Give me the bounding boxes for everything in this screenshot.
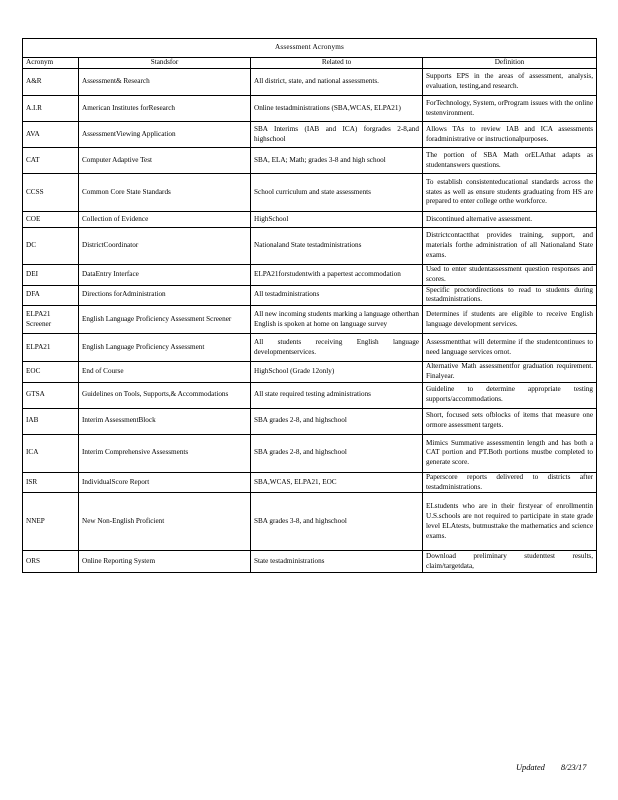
header-definition: Definition (423, 58, 597, 69)
definition-cell: Used to enter studentassessment question responses and scores. (423, 265, 597, 286)
footer (516, 763, 586, 772)
definition-cell: Determines if students are eligible to receive English language development services. (423, 306, 597, 334)
definition-cell: Paperscore reports delivered to districts after testadministrations. (423, 472, 597, 493)
definition-cell: ELstudents who are in their firstyear of enrollmentin U.S.schools are not required to participate in state grade level ELAtests, butmusttake the mathematics and science exams. (423, 493, 597, 551)
acronyms-table (22, 38, 597, 573)
acronym-cell: ELPA21 (23, 334, 79, 362)
related-to-cell: All students receiving English language developmentservices. (251, 334, 423, 362)
acronym-cell: CAT (23, 148, 79, 174)
header-related-to: Related to (251, 58, 423, 69)
table-row (23, 69, 597, 96)
table-row (23, 228, 597, 265)
related-to-cell: Online testadministrations (SBA,WCAS, ELPA21) (251, 96, 423, 122)
related-to-cell: SBA grades 2-8, and highschool (251, 408, 423, 434)
related-to-cell: All district, state, and national assessments. (251, 69, 423, 96)
definition-cell: Guideline to determine appropriate testing supports/accommodations. (423, 382, 597, 408)
related-to-cell: School curriculum and state assessments (251, 174, 423, 212)
table-row (23, 408, 597, 434)
related-to-cell: ELPA21forstudentwith a papertest accommodation (251, 265, 423, 286)
acronym-cell: CCSS (23, 174, 79, 212)
acronym-cell: DC (23, 228, 79, 265)
table-row (23, 362, 597, 383)
acronym-cell: COE (23, 212, 79, 228)
table-row (23, 174, 597, 212)
acronym-cell: A.I.R (23, 96, 79, 122)
related-to-cell: HighSchool (251, 212, 423, 228)
stands-for-cell: Interim Comprehensive Assessments (79, 434, 251, 472)
stands-for-cell: AssessmentViewing Application (79, 122, 251, 148)
related-to-cell: HighSchool (Grade 12only) (251, 362, 423, 383)
acronym-cell: ISR (23, 472, 79, 493)
stands-for-cell: DataEntry Interface (79, 265, 251, 286)
related-to-cell: SBA grades 2-8, and highschool (251, 434, 423, 472)
acronym-cell: EOC (23, 362, 79, 383)
definition-cell: Assessmentthat will determine if the studentcontinues to need language services ornot. (423, 334, 597, 362)
stands-for-cell: English Language Proficiency Assessment (79, 334, 251, 362)
table-row (23, 434, 597, 472)
definition-cell: To establish consistenteducational standards across the states as well as ensure students graduating from HS are prepared to enter college orthe workforce. (423, 174, 597, 212)
related-to-cell: Nationaland State testadministrations (251, 228, 423, 265)
table-row (23, 148, 597, 174)
stands-for-cell: Interim AssessmentBlock (79, 408, 251, 434)
stands-for-cell: Common Core State Standards (79, 174, 251, 212)
page-title: Assessment Acronyms (23, 39, 597, 58)
related-to-cell: SBA,WCAS, ELPA21, EOC (251, 472, 423, 493)
stands-for-cell: Directions forAdministration (79, 285, 251, 306)
table-row (23, 551, 597, 573)
stands-for-cell: End of Course (79, 362, 251, 383)
header-stands-for: Standsfor (79, 58, 251, 69)
related-to-cell: All state required testing administrations (251, 382, 423, 408)
related-to-cell: SBA grades 3-8, and highschool (251, 493, 423, 551)
stands-for-cell: Guidelines on Tools, Supports,& Accommodations (79, 382, 251, 408)
related-to-cell: State testadministrations (251, 551, 423, 573)
table-row (23, 306, 597, 334)
table-row (23, 472, 597, 493)
table-row (23, 382, 597, 408)
acronym-cell: ICA (23, 434, 79, 472)
definition-cell: Supports EPS in the areas of assessment, analysis, evaluation, testing,and research. (423, 69, 597, 96)
definition-cell: Mimics Summative assessmentin length and has both a CAT portion and PT.Both portions mustbe completed to generate score. (423, 434, 597, 472)
acronym-cell: A&R (23, 69, 79, 96)
definition-cell: Download preliminary studenttest results, claim/targetdata, (423, 551, 597, 573)
table-row (23, 285, 597, 306)
definition-cell: Alternative Math assessmentfor graduation requirement. Finalyear. (423, 362, 597, 383)
acronym-cell: IAB (23, 408, 79, 434)
definition-cell: Allows TAs to review IAB and ICA assessments foradministrative or instructionalpurposes. (423, 122, 597, 148)
table-row (23, 265, 597, 286)
stands-for-cell: Assessment& Research (79, 69, 251, 96)
related-to-cell: SBA Interims (IAB and ICA) forgrades 2-8,and highschool (251, 122, 423, 148)
stands-for-cell: Online Reporting System (79, 551, 251, 573)
definition-cell: Short, focused sets ofblocks of items that measure one ormore assessment targets. (423, 408, 597, 434)
stands-for-cell: New Non-English Proficient (79, 493, 251, 551)
acronym-cell: GTSA (23, 382, 79, 408)
related-to-cell: All new incoming students marking a language otherthan English is spoken at home on language survey (251, 306, 423, 334)
definition-cell: ForTechnology, System, orProgram issues with the online testenvironment. (423, 96, 597, 122)
definition-cell: The portion of SBA Math orELAthat adapts as studentanswers questions. (423, 148, 597, 174)
acronym-cell: AVA (23, 122, 79, 148)
acronym-cell: ELPA21 Screener (23, 306, 79, 334)
acronym-cell: DFA (23, 285, 79, 306)
footer-date: 8/23/17 (560, 763, 587, 772)
table-row (23, 493, 597, 551)
acronym-cell: NNEP (23, 493, 79, 551)
table-row (23, 122, 597, 148)
footer-updated-label: Updated (516, 763, 545, 772)
stands-for-cell: Collection of Evidence (79, 212, 251, 228)
definition-cell: Discontinued alternative assessment. (423, 212, 597, 228)
stands-for-cell: IndividualScore Report (79, 472, 251, 493)
related-to-cell: SBA, ELA; Math; grades 3-8 and high school (251, 148, 423, 174)
stands-for-cell: English Language Proficiency Assessment Screener (79, 306, 251, 334)
table-row (23, 96, 597, 122)
related-to-cell: All testadministrations (251, 285, 423, 306)
definition-cell: Districtcontactthat provides training, support, and materials forthe administration of all Nationaland State exams. (423, 228, 597, 265)
table-row (23, 212, 597, 228)
stands-for-cell: American Institutes forResearch (79, 96, 251, 122)
acronym-cell: ORS (23, 551, 79, 573)
title-row (23, 39, 597, 58)
table-row (23, 334, 597, 362)
definition-cell: Specific proctordirections to read to students during testadministrations. (423, 285, 597, 306)
acronym-cell: DEI (23, 265, 79, 286)
stands-for-cell: Computer Adaptive Test (79, 148, 251, 174)
stands-for-cell: DistrictCoordinator (79, 228, 251, 265)
header-row (23, 58, 597, 69)
header-acronym: Acronym (23, 58, 79, 69)
